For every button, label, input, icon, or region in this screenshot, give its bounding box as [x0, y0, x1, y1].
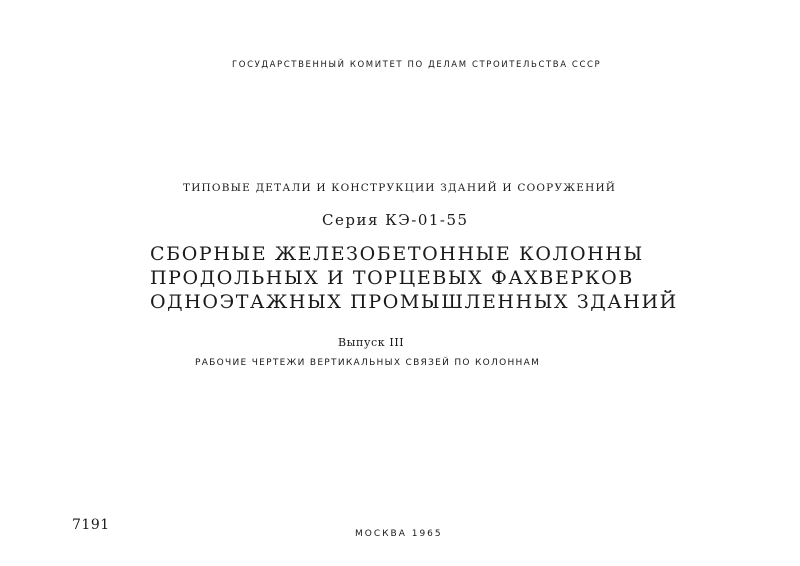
committee-name: ГОСУДАРСТВЕННЫЙ КОМИТЕТ ПО ДЕЛАМ СТРОИТЕЛЬСТВА СССР [232, 60, 602, 70]
inventory-number: 7191 [72, 517, 110, 533]
publication-place-year: МОСКВА 1965 [355, 529, 443, 539]
main-title-line-3: ОДНОЭТАЖНЫХ ПРОМЫШЛЕННЫХ ЗДАНИЙ [150, 291, 678, 313]
issue-subtitle: РАБОЧИЕ ЧЕРТЕЖИ ВЕРТИКАЛЬНЫХ СВЯЗЕЙ ПО КОЛОННАМ [195, 358, 541, 368]
collection-heading: ТИПОВЫЕ ДЕТАЛИ И КОНСТРУКЦИИ ЗДАНИЙ И СООРУЖЕНИЙ [183, 182, 617, 194]
issue-label: Выпуск III [338, 336, 405, 349]
main-title-line-1: СБОРНЫЕ ЖЕЛЕЗОБЕТОННЫЕ КОЛОННЫ [150, 243, 644, 265]
main-title-line-2: ПРОДОЛЬНЫХ И ТОРЦЕВЫХ ФАХВЕРКОВ [150, 267, 634, 289]
series-label: Серия КЭ-01-55 [322, 211, 469, 229]
